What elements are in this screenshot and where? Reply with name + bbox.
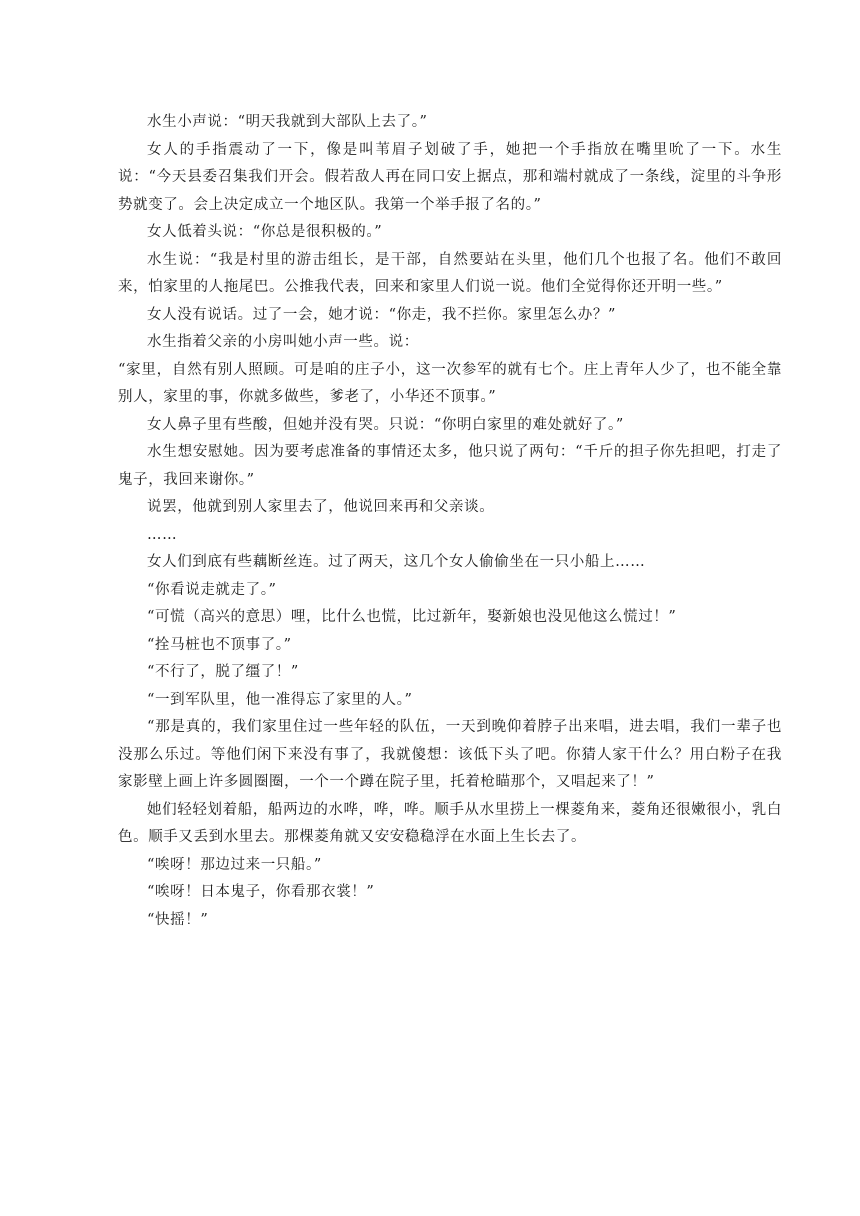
paragraph-1: 水生小声说：“明天我就到大部队上去了。” xyxy=(147,114,428,130)
document-page xyxy=(118,109,782,934)
paragraph-12: 女人们到底有些藕断丝连。过了两天，这几个女人偷偷坐在一只小船上…… xyxy=(147,554,646,570)
dialogue-line-5: “一到军队里，他一准得忘了家里的人。” xyxy=(147,691,413,708)
paragraph-6: 水生指着父亲的小房叫她小声一些。说： xyxy=(147,334,419,350)
dialogue-line-2: “可慌（高兴的意思）哩，比什么也慌，比过新年，娶新娘也没见他这么慌过！” xyxy=(147,609,677,625)
paragraph-5: 女人没有说话。过了一会，她才说：“你走，我不拦你。家里怎么办？” xyxy=(147,306,617,323)
paragraph-10: 说罢，他就到别人家里去了，他说回来再和父亲谈。 xyxy=(147,499,495,515)
dialogue-line-6: “那是真的，我们家里住过一些年轻的队伍，一天到晚仰着脖子出来唱，进去唱，我们一辈子也没那么乐过。等他们闲下来没有事了，我就傻想：该低下头了吧。你猜人家干什么？用白粉子在我家影壁上画上许多圆圈圈，一个一个蹲在院子里，托着枪瞄那个，又唱起来了！” xyxy=(118,719,782,790)
paragraph-8: 女人鼻子里有些酸，但她并没有哭。只说：“你明白家里的难处就好了。” xyxy=(147,416,624,433)
paragraph-19: 她们轻轻划着船，船两边的水哗，哗，哗。顺手从水里捞上一棵菱角来，菱角还很嫩很小，乳白色。顺手又丢到水里去。那棵菱角就又安安稳稳浮在水面上生长去了。 xyxy=(118,801,782,845)
dialogue-line-1: “你看说走就走了。” xyxy=(147,581,277,598)
dialogue-line-9: “快摇！” xyxy=(147,911,209,928)
paragraph-3: 女人低着头说：“你总是很积极的。” xyxy=(147,224,383,240)
paragraph-2: 女人的手指震动了一下，像是叫苇眉子划破了手，她把一个手指放在嘴里吮了一下。水生说：“今天县委召集我们开会。假若敌人再在同口安上据点，那和端村就成了一条线，淀里的斗争形势就变了。会上决定成立一个地区队。我第一个举手报了名的。” xyxy=(118,141,782,213)
dialogue-line-3: “拴马桩也不顶事了。” xyxy=(147,636,292,653)
ellipsis-line: …… xyxy=(147,526,178,543)
paragraph-7: “家里，自然有别人照顾。可是咱的庄子小，这一次参军的就有七个。庄上青年人少了，也不能全靠别人，家里的事，你就多做些，爹老了，小华还不顶事。” xyxy=(118,361,782,405)
dialogue-line-7: “唉呀！那边过来一只船。” xyxy=(147,856,322,873)
dialogue-line-8: “唉呀！日本鬼子，你看那衣裳！” xyxy=(147,884,375,900)
paragraph-9: 水生想安慰她。因为要考虑准备的事情还太多，他只说了两句：“千斤的担子你先担吧，打走了鬼子，我回来谢你。” xyxy=(118,444,782,488)
dialogue-line-4: “不行了，脱了缰了！” xyxy=(147,664,299,680)
paragraph-4: 水生说：“我是村里的游击组长，是干部，自然要站在头里，他们几个也报了名。他们不敢回来，怕家里的人拖尾巴。公推我代表，回来和家里人们说一说。他们全觉得你还开明一些。” xyxy=(118,251,782,295)
